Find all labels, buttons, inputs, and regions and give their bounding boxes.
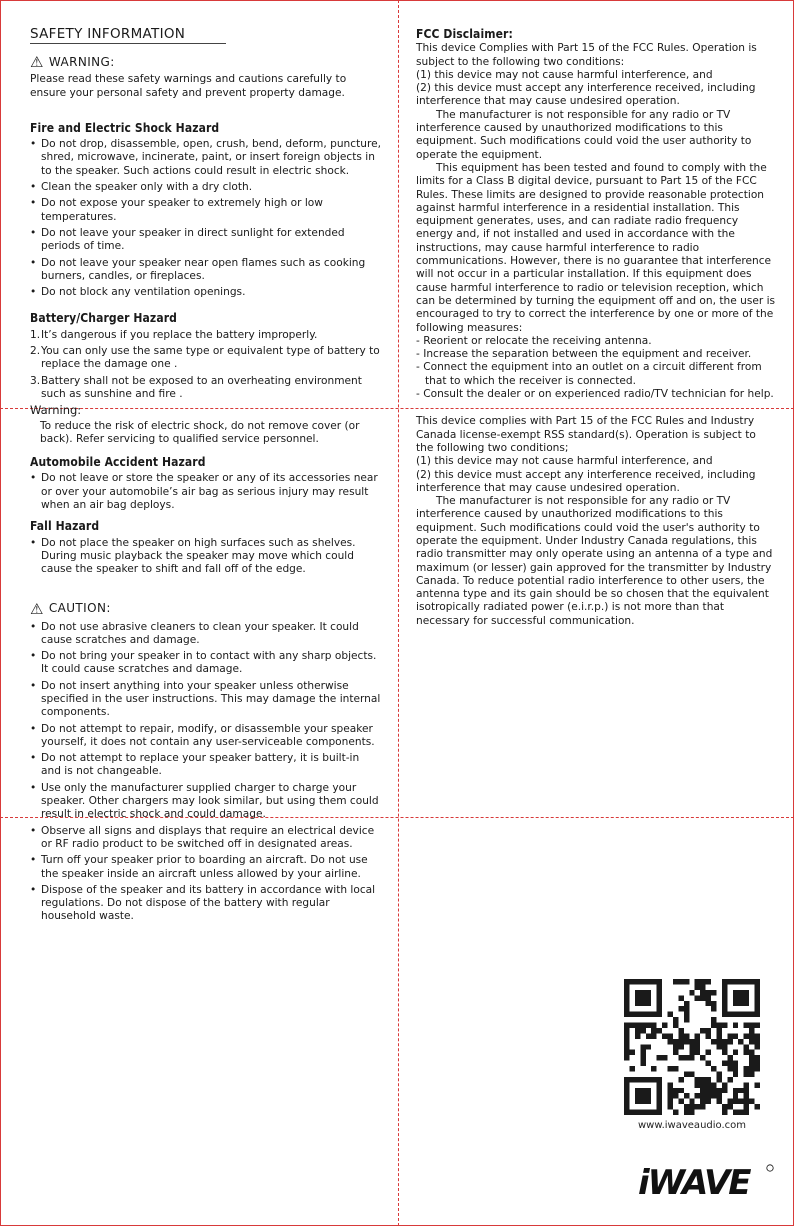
ic-condition-2: (2) this device must accept any interference received, including interference that may cause undesired operation. — [416, 468, 756, 494]
list-item: • Clean the speaker only with a dry cloth. — [30, 181, 382, 194]
qr-code[interactable] — [624, 979, 760, 1115]
fcc-measures-list — [416, 335, 776, 401]
list-item: 1. It’s dangerous if you replace the battery improperly. — [30, 328, 318, 341]
fcc-condition-2: (2) this device must accept any interference received, including interference that may cause undesired operation. — [416, 82, 756, 108]
fcc-condition-1: (1) this device may not cause harmful interference, and — [416, 68, 713, 81]
list-item: • Do not drop, disassemble, open, crush, bend, deform, puncture, shred, microwave, incinerate, paint, or insert foreign objects in to the speaker. Such actions could result in electric shock. — [30, 138, 382, 178]
website-url[interactable]: www.iwaveaudio.com — [637, 1120, 747, 1131]
list-item: 3. Battery shall not be exposed to an overheating environment such as sunshine and fire . — [30, 374, 362, 400]
battery-hazard-heading: Battery/Charger Hazard — [30, 311, 177, 326]
registered-mark-icon — [767, 1165, 773, 1171]
fcc-heading: FCC Disclaimer: — [416, 27, 513, 41]
list-item: - Consult the dealer or on experienced radio/TV technician for help. — [416, 388, 774, 401]
safety-column — [30, 28, 382, 927]
fire-hazard-list — [30, 138, 382, 299]
auto-hazard-heading: Automobile Accident Hazard — [30, 455, 206, 470]
list-item: - Increase the separation between the equipment and receiver. — [416, 348, 752, 361]
caution-list — [30, 621, 382, 924]
list-item: • Do not leave your speaker in direct sunlight for extended periods of time. — [30, 227, 382, 254]
ic-paragraph-2: The manufacturer is not responsible for any radio or TV interference caused by unauthorized modifications to this equipment. Such modifications could void the user's authority to operate the equipment. Under Industry Canada regulations, this radio transmitter may only operate using an antenna of a type and maximum (or lesser) gain approved for the transmitter by Industry Canada. To reduce potential radio interference to other users, the antenna type and its gain should be so chosen that the equivalent isotropically radiated power (e.i.r.p.) is not more than that necessary for successful communication. — [416, 495, 773, 627]
list-item: • Do not attempt to replace your speaker battery, it is built-in and is not changeable. — [30, 752, 382, 779]
safety-title: SAFETY INFORMATION — [30, 28, 226, 44]
list-item: • Do not use abrasive cleaners to clean your speaker. It could cause scratches and damage. — [30, 621, 382, 648]
caution-triangle-icon: ⚠ — [30, 599, 44, 618]
list-item: • Observe all signs and displays that require an electrical device or RF radio product to be switched off in designated areas. — [30, 825, 382, 852]
warning-subheading: Warning: — [30, 403, 82, 418]
caution-label: CAUTION: — [48, 600, 111, 615]
list-item: - Reorient or relocate the receiving antenna. — [416, 334, 652, 347]
list-item: 2. You can only use the same type or equivalent type of battery to replace the damage one . — [30, 345, 380, 371]
warning-text: Please read these safety warnings and cautions carefully to ensure your personal safety and prevent property damage. — [30, 73, 347, 99]
warning-label: WARNING: — [48, 54, 115, 69]
fcc-column — [416, 28, 776, 628]
ic-condition-1: (1) this device may not cause harmful interference, and — [416, 455, 713, 468]
warning-text-cover: To reduce the risk of electric shock, do not remove cover (or back). Refer servicing to qualified service personnel. — [40, 419, 360, 445]
auto-hazard-list — [30, 472, 382, 512]
iwave-logo — [636, 1160, 776, 1200]
list-item: • Dispose of the speaker and its battery in accordance with local regulations. Do not dispose of the battery with regular household waste. — [30, 884, 382, 924]
battery-hazard-list — [30, 329, 382, 401]
caution-heading — [30, 599, 382, 618]
list-item: - Connect the equipment into an outlet on a circuit different from that to which the receiver is connected. — [416, 361, 762, 387]
list-item: • Turn off your speaker prior to boarding an aircraft. Do not use the speaker inside an aircraft unless allowed by your airline. — [30, 854, 382, 881]
fcc-paragraph-1: This device Complies with Part 15 of the FCC Rules. Operation is subject to the following two conditions: — [416, 42, 757, 68]
list-item: • Do not expose your speaker to extremely high or low temperatures. — [30, 197, 382, 224]
list-item: • Do not block any ventilation openings. — [30, 286, 382, 299]
list-item: • Do not insert anything into your speaker unless otherwise specified in the user instructions. This may damage the internal components. — [30, 680, 382, 720]
list-item: • Do not bring your speaker in to contact with any sharp objects. It could cause scratches and damage. — [30, 650, 382, 677]
list-item: • Do not leave your speaker near open flames such as cooking burners, candles, or fireplaces. — [30, 257, 382, 284]
fall-hazard-list — [30, 537, 382, 577]
fold-line-vertical — [398, 0, 399, 1226]
fire-hazard-heading: Fire and Electric Shock Hazard — [30, 120, 220, 135]
list-item: • Use only the manufacturer supplied charger to charge your speaker. Other chargers may look similar, but using them could result in electric shock and could damage. — [30, 782, 382, 822]
warning-heading — [30, 53, 382, 72]
ic-paragraph-1: This device complies with Part 15 of the FCC Rules and Industry Canada license-exempt RSS standard(s). Operation is subject to the following two conditions; — [416, 415, 756, 454]
warning-triangle-icon: ⚠ — [30, 53, 44, 72]
list-item: • Do not leave or store the speaker or any of its accessories near or over your automobile’s air bag as serious injury may result when an air bag deploys. — [30, 472, 382, 512]
list-item: • Do not attempt to repair, modify, or disassemble your speaker yourself, it does not contain any user-serviceable components. — [30, 723, 382, 750]
logo-wordmark: iWAVE — [638, 1163, 750, 1200]
fcc-paragraph-2: The manufacturer is not responsible for any radio or TV interference caused by unauthorized modifications to this equipment. Such modifications could void the user authority to operate the equipment. — [416, 108, 752, 161]
fcc-paragraph-3: This equipment has been tested and found to comply with the limits for a Class B digital device, pursuant to Part 15 of the FCC Rules. These limits are designed to provide reasonable protection against harmful interference in a residential installation. This equipment generates, uses, and can radiate radio frequency energy and, if not installed and used in accordance with the instructions, may cause harmful interference to radio communications. However, there is no guarantee that interference will not occur in a particular installation. If this equipment does cause harmful interference to radio or television reception, which can be determined by turning the equipment off and on, the user is encouraged to try to correct the interference by one or more of the following measures: — [416, 161, 776, 334]
fall-hazard-heading: Fall Hazard — [30, 519, 100, 534]
list-item: • Do not place the speaker on high surfaces such as shelves. During music playback the speaker may move which could cause the speaker to shift and fall off of the edge. — [30, 537, 382, 577]
